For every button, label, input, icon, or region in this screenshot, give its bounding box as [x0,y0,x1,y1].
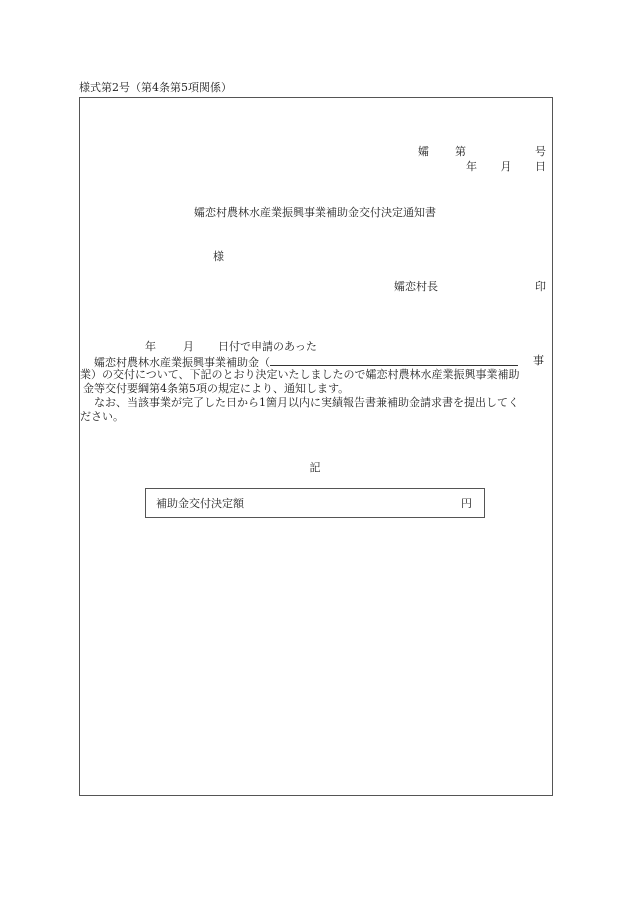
body-line-4: 金等交付要綱第4条第5項の規定により、通知します。 [83,382,350,395]
document-frame [79,97,553,796]
amount-box [145,488,485,518]
body-line-6: ださい。 [80,410,124,423]
date-line [466,160,546,173]
body-line-3: 業）の交付について、下記のとおり決定いたしましたので孀恋村農林水産業振興事業補助 [80,368,520,381]
body-line-1 [83,340,550,354]
form-number-label: 様式第2号（第4条第5項関係） [79,81,232,94]
body-line-5 [83,396,550,410]
ki-heading: 記 [309,461,321,474]
addressee-suffix: 様 [213,250,224,263]
body-line2-end: 事 [533,354,544,367]
date-day: 日 [535,160,546,173]
body-year: 年 [145,340,156,353]
document-number-line [418,145,546,158]
project-name-blank [270,354,518,366]
doc-number-suffix: 号 [535,145,546,158]
body-line-5-text: なお、当該事業が完了した日から1箇月以内に実績報告書兼補助金請求書を提出してく [94,396,519,409]
body-line-2 [83,354,550,368]
date-year: 年 [466,160,477,173]
issuer-name: 孀恋村長 [394,280,438,293]
document-title: 孀恋村農林水産業振興事業補助金交付決定通知書 [194,206,436,219]
doc-number-prefix: 孀 [418,145,429,158]
amount-label: 補助金交付決定額 [156,497,244,510]
date-month: 月 [500,160,512,173]
body-text [80,340,550,424]
body-month: 月 [183,340,194,353]
body-program-name: 孀恋村農林水産業振興事業補助金（ [94,356,270,369]
amount-unit: 円 [461,497,472,510]
doc-number-mid: 第 [455,145,466,158]
body-date-rest: 日付で申請のあった [218,340,317,353]
seal-mark: 印 [535,280,546,293]
